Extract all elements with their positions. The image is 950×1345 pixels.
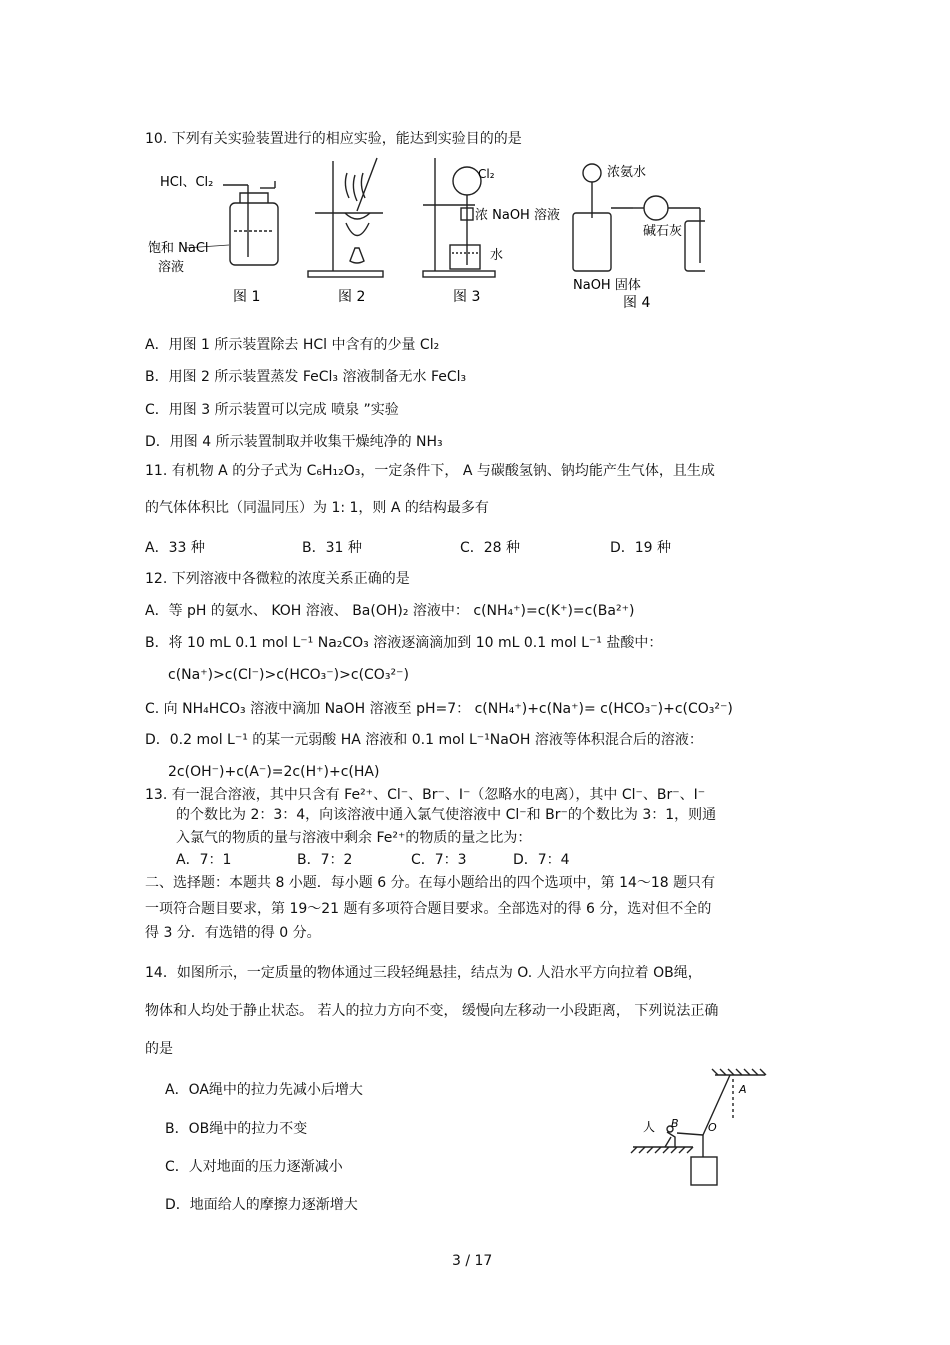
q14-fig-o-label: O bbox=[708, 1121, 717, 1134]
fig3-caption: 图 3 bbox=[453, 289, 481, 305]
fig1-gas-label: HCl、Cl₂ bbox=[160, 175, 214, 190]
fig2-evaporation-stand bbox=[308, 158, 383, 277]
q11-line-1: 11. 有机物 A 的分子式为 C₆H₁₂O₃，一定条件下， A 与碳酸氢钠、钠均能产生气体，且生成 bbox=[145, 463, 715, 479]
q10-option-d: D．用图 4 所示装置制取并收集干燥纯净的 NH₃ bbox=[145, 434, 443, 450]
fig1-sol-label-1: 饱和 NaCl bbox=[148, 241, 209, 256]
q14-option-d: D．地面给人的摩擦力逐渐增大 bbox=[165, 1197, 358, 1213]
q10-option-c: C．用图 3 所示装置可以完成 喷泉 ”实验 bbox=[145, 402, 399, 418]
q10-option-b: B．用图 2 所示装置蒸发 FeCl₃ 溶液制备无水 FeCl₃ bbox=[145, 369, 467, 385]
q14-line-3: 的是 bbox=[145, 1041, 173, 1057]
q11-option-b: B．31 种 bbox=[302, 540, 362, 556]
q11-option-c: C．28 种 bbox=[460, 540, 521, 556]
q11-line-2: 的气体体积比（同温同压）为 1: 1，则 A 的结构最多有 bbox=[145, 500, 489, 516]
q13-option-c: C．7：3 bbox=[411, 852, 467, 868]
q12-option-d-line-1: D．0.2 mol L⁻¹ 的某一元弱酸 HA 溶液和 0.1 mol L⁻¹NaOH 溶液等体积混合后的溶液： bbox=[145, 732, 703, 748]
q10-stem: 10. 下列有关实验装置进行的相应实验，能达到实验目的的是 bbox=[145, 131, 522, 147]
q13-option-a: A．7：1 bbox=[176, 852, 232, 868]
q12-option-a: A．等 pH 的氨水、 KOH 溶液、 Ba(OH)₂ 溶液中： c(NH₄⁺)=c(K⁺)=c(Ba²⁺) bbox=[145, 603, 635, 619]
q13-option-b: B．7：2 bbox=[297, 852, 353, 868]
q14-fig-a-label: A bbox=[739, 1083, 747, 1096]
fig4-limesoda-label: 碱石灰 bbox=[643, 224, 683, 239]
q12-stem: 12. 下列溶液中各微粒的浓度关系正确的是 bbox=[145, 571, 410, 587]
q14-fig-person-label: 人 bbox=[643, 1120, 656, 1134]
fig1-sol-label-2: 溶液 bbox=[158, 260, 185, 275]
q14-line-1: 14．如图所示，一定质量的物体通过三段轻绳悬挂，结点为 O. 人沿水平方向拉着 OB绳， bbox=[145, 965, 702, 981]
q13-line-1: 13. 有一混合溶液，其中只含有 Fe²⁺、Cl⁻、Br⁻、I⁻（忽略水的电离），其中 Cl⁻、Br⁻、I⁻ bbox=[145, 787, 706, 803]
q13-line-3: 入氯气的物质的量与溶液中剩余 Fe²⁺的物质的量之比为： bbox=[176, 830, 532, 846]
section2-line-3: 得 3 分．有选错的得 0 分。 bbox=[145, 925, 321, 941]
section2-line-1: 二、选择题：本题共 8 小题．每小题 6 分。在每小题给出的四个选项中，第 14～18 题只有 bbox=[145, 875, 716, 891]
q11-option-d: D．19 种 bbox=[610, 540, 672, 556]
q14-figure bbox=[615, 1065, 775, 1190]
q13-option-d: D．7：4 bbox=[513, 852, 570, 868]
fig3-gas-label: Cl₂ bbox=[478, 167, 495, 181]
q12-option-b-line-1: B．将 10 mL 0.1 mol L⁻¹ Na₂CO₃ 溶液逐滴滴加到 10 mL 0.1 mol L⁻¹ 盐酸中： bbox=[145, 635, 663, 651]
section2-line-2: 一项符合题目要求，第 19～21 题有多项符合题目要求。全部选对的得 6 分，选对但不全的 bbox=[145, 901, 712, 917]
q11-option-a: A．33 种 bbox=[145, 540, 205, 556]
q10-figure-strip bbox=[145, 153, 705, 313]
q14-option-a: A．OA绳中的拉力先减小后增大 bbox=[165, 1082, 363, 1098]
q12-option-d-line-2: 2c(OH⁻)+c(A⁻)=2c(H⁺)+c(HA) bbox=[168, 764, 380, 780]
fig3-naoh-label: 浓 NaOH 溶液 bbox=[475, 208, 560, 223]
q14-fig-b-label: B bbox=[671, 1117, 679, 1130]
q10-option-a: A．用图 1 所示装置除去 HCl 中含有的少量 Cl₂ bbox=[145, 337, 440, 353]
fig2-caption: 图 2 bbox=[338, 289, 366, 305]
fig4-naoh-solid-label: NaOH 固体 bbox=[573, 278, 641, 293]
fig3-water-label: 水 bbox=[490, 248, 504, 263]
fig4-ammonia-apparatus bbox=[573, 164, 705, 271]
q13-line-2: 的个数比为 2：3：4，向该溶液中通入氯气使溶液中 Cl⁻和 Br⁻的个数比为 3：1，则通 bbox=[176, 807, 717, 823]
fig4-ammonia-label: 浓氨水 bbox=[607, 165, 647, 180]
q14-line-2: 物体和人均处于静止状态。 若人的拉力方向不变， 缓慢向左移动一小段距离， 下列说法正确 bbox=[145, 1003, 719, 1019]
fig1-caption: 图 1 bbox=[233, 289, 261, 305]
q14-option-b: B．OB绳中的拉力不变 bbox=[165, 1121, 308, 1137]
q14-option-c: C．人对地面的压力逐渐减小 bbox=[165, 1159, 343, 1175]
page-number: 3 / 17 bbox=[452, 1253, 493, 1269]
q12-option-b-line-2: c(Na⁺)>c(Cl⁻)>c(HCO₃⁻)>c(CO₃²⁻) bbox=[168, 667, 409, 683]
q12-option-c: C. 向 NH₄HCO₃ 溶液中滴加 NaOH 溶液至 pH=7： c(NH₄⁺)+c(Na⁺)= c(HCO₃⁻)+c(CO₃²⁻) bbox=[145, 701, 733, 717]
fig4-caption: 图 4 bbox=[623, 295, 651, 311]
